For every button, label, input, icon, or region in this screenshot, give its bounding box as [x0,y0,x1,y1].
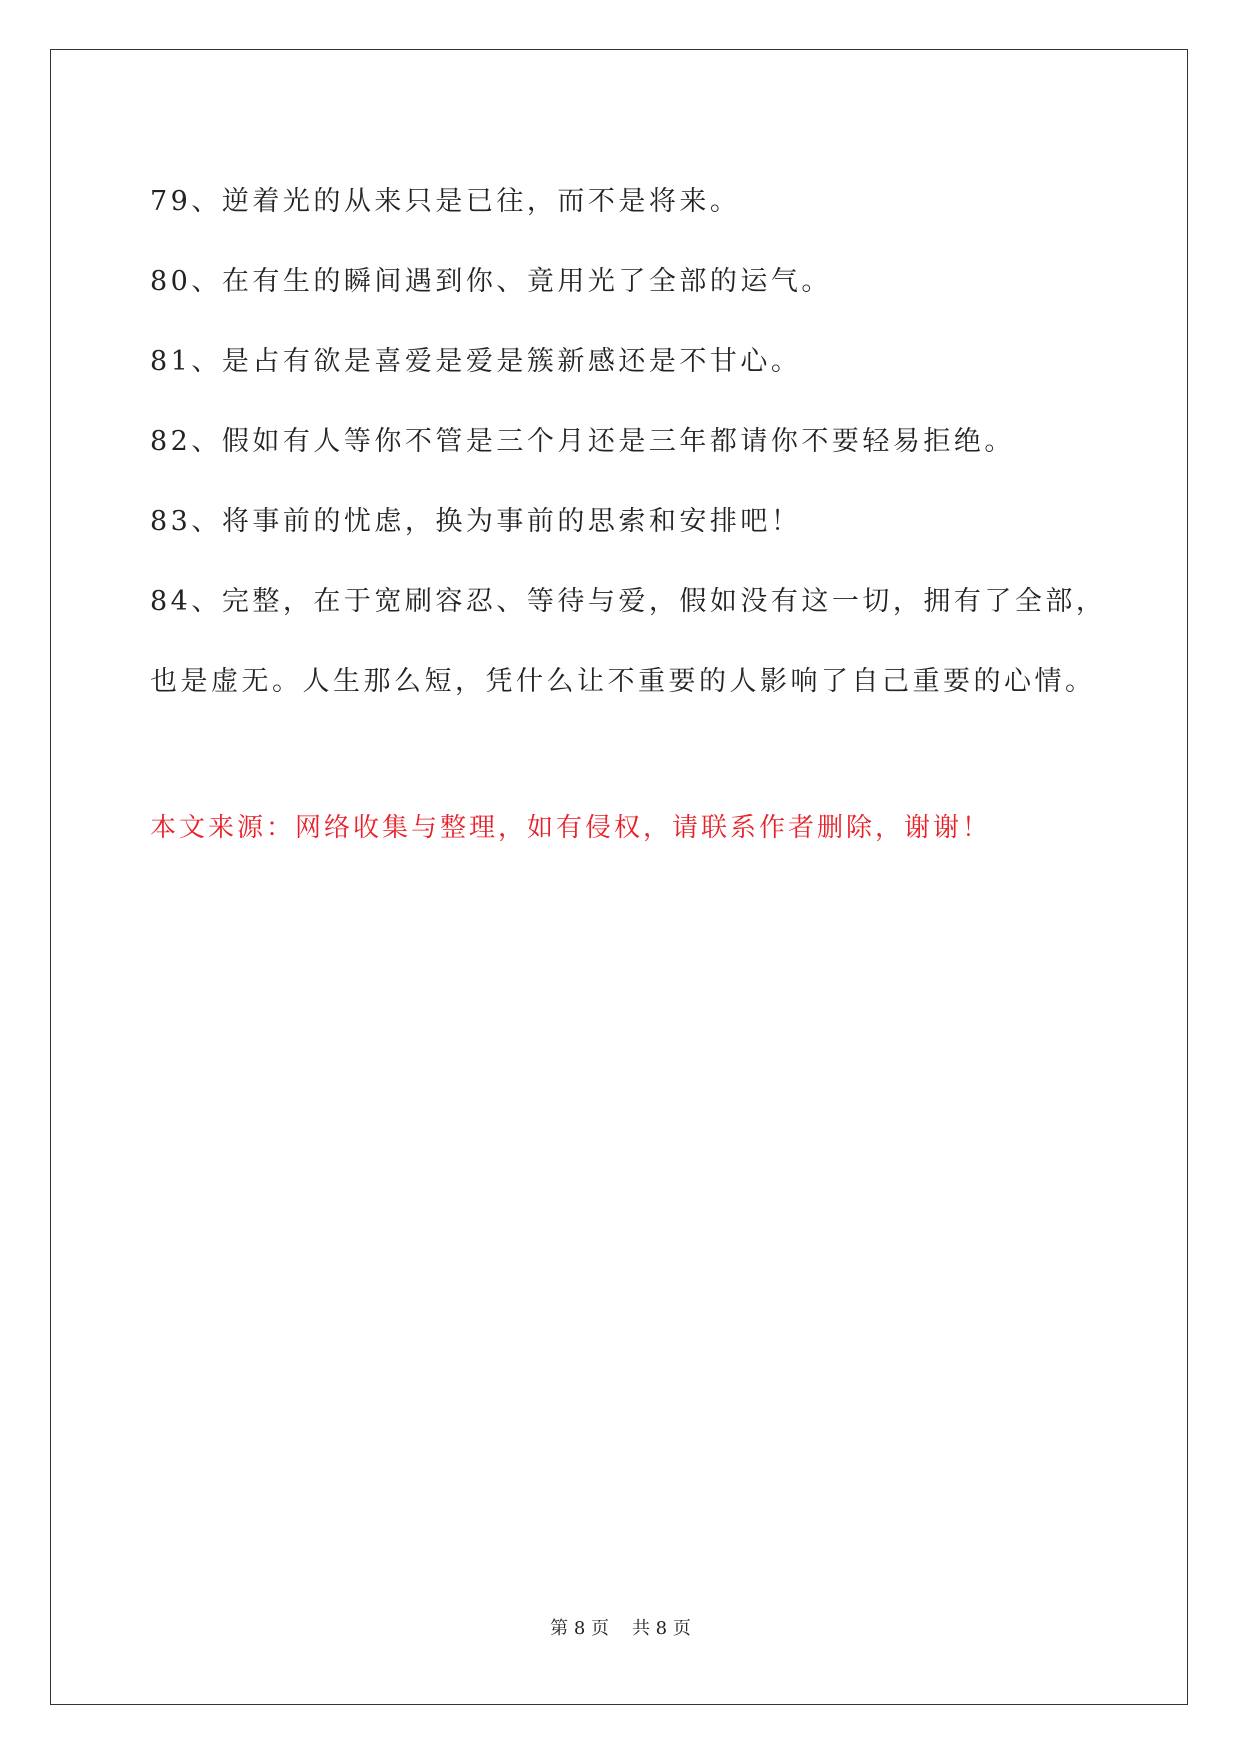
paragraph-84-line-2: 也是虚无。人生那么短，凭什么让不重要的人影响了自己重要的心情。 [150,666,1096,697]
paragraph-79: 79、逆着光的从来只是已往，而不是将来。 [150,186,741,217]
page-number-footer: 第 8 页 共 8 页 [550,1618,691,1639]
paragraph-83: 83、将事前的忧虑，换为事前的思索和安排吧！ [150,506,802,537]
paragraph-81: 81、是占有欲是喜爱是爱是簇新感还是不甘心。 [150,346,802,377]
paragraph-80: 80、在有生的瞬间遇到你、竟用光了全部的运气。 [150,266,832,297]
source-note: 本文来源：网络收集与整理，如有侵权，请联系作者删除，谢谢！ [150,813,992,843]
paragraph-82: 82、假如有人等你不管是三个月还是三年都请你不要轻易拒绝。 [150,426,1015,457]
paragraph-84-line-1: 84、完整，在于宽刷容忍、等待与爱，假如没有这一切，拥有了全部， [150,586,1107,617]
document-body [150,162,1150,722]
